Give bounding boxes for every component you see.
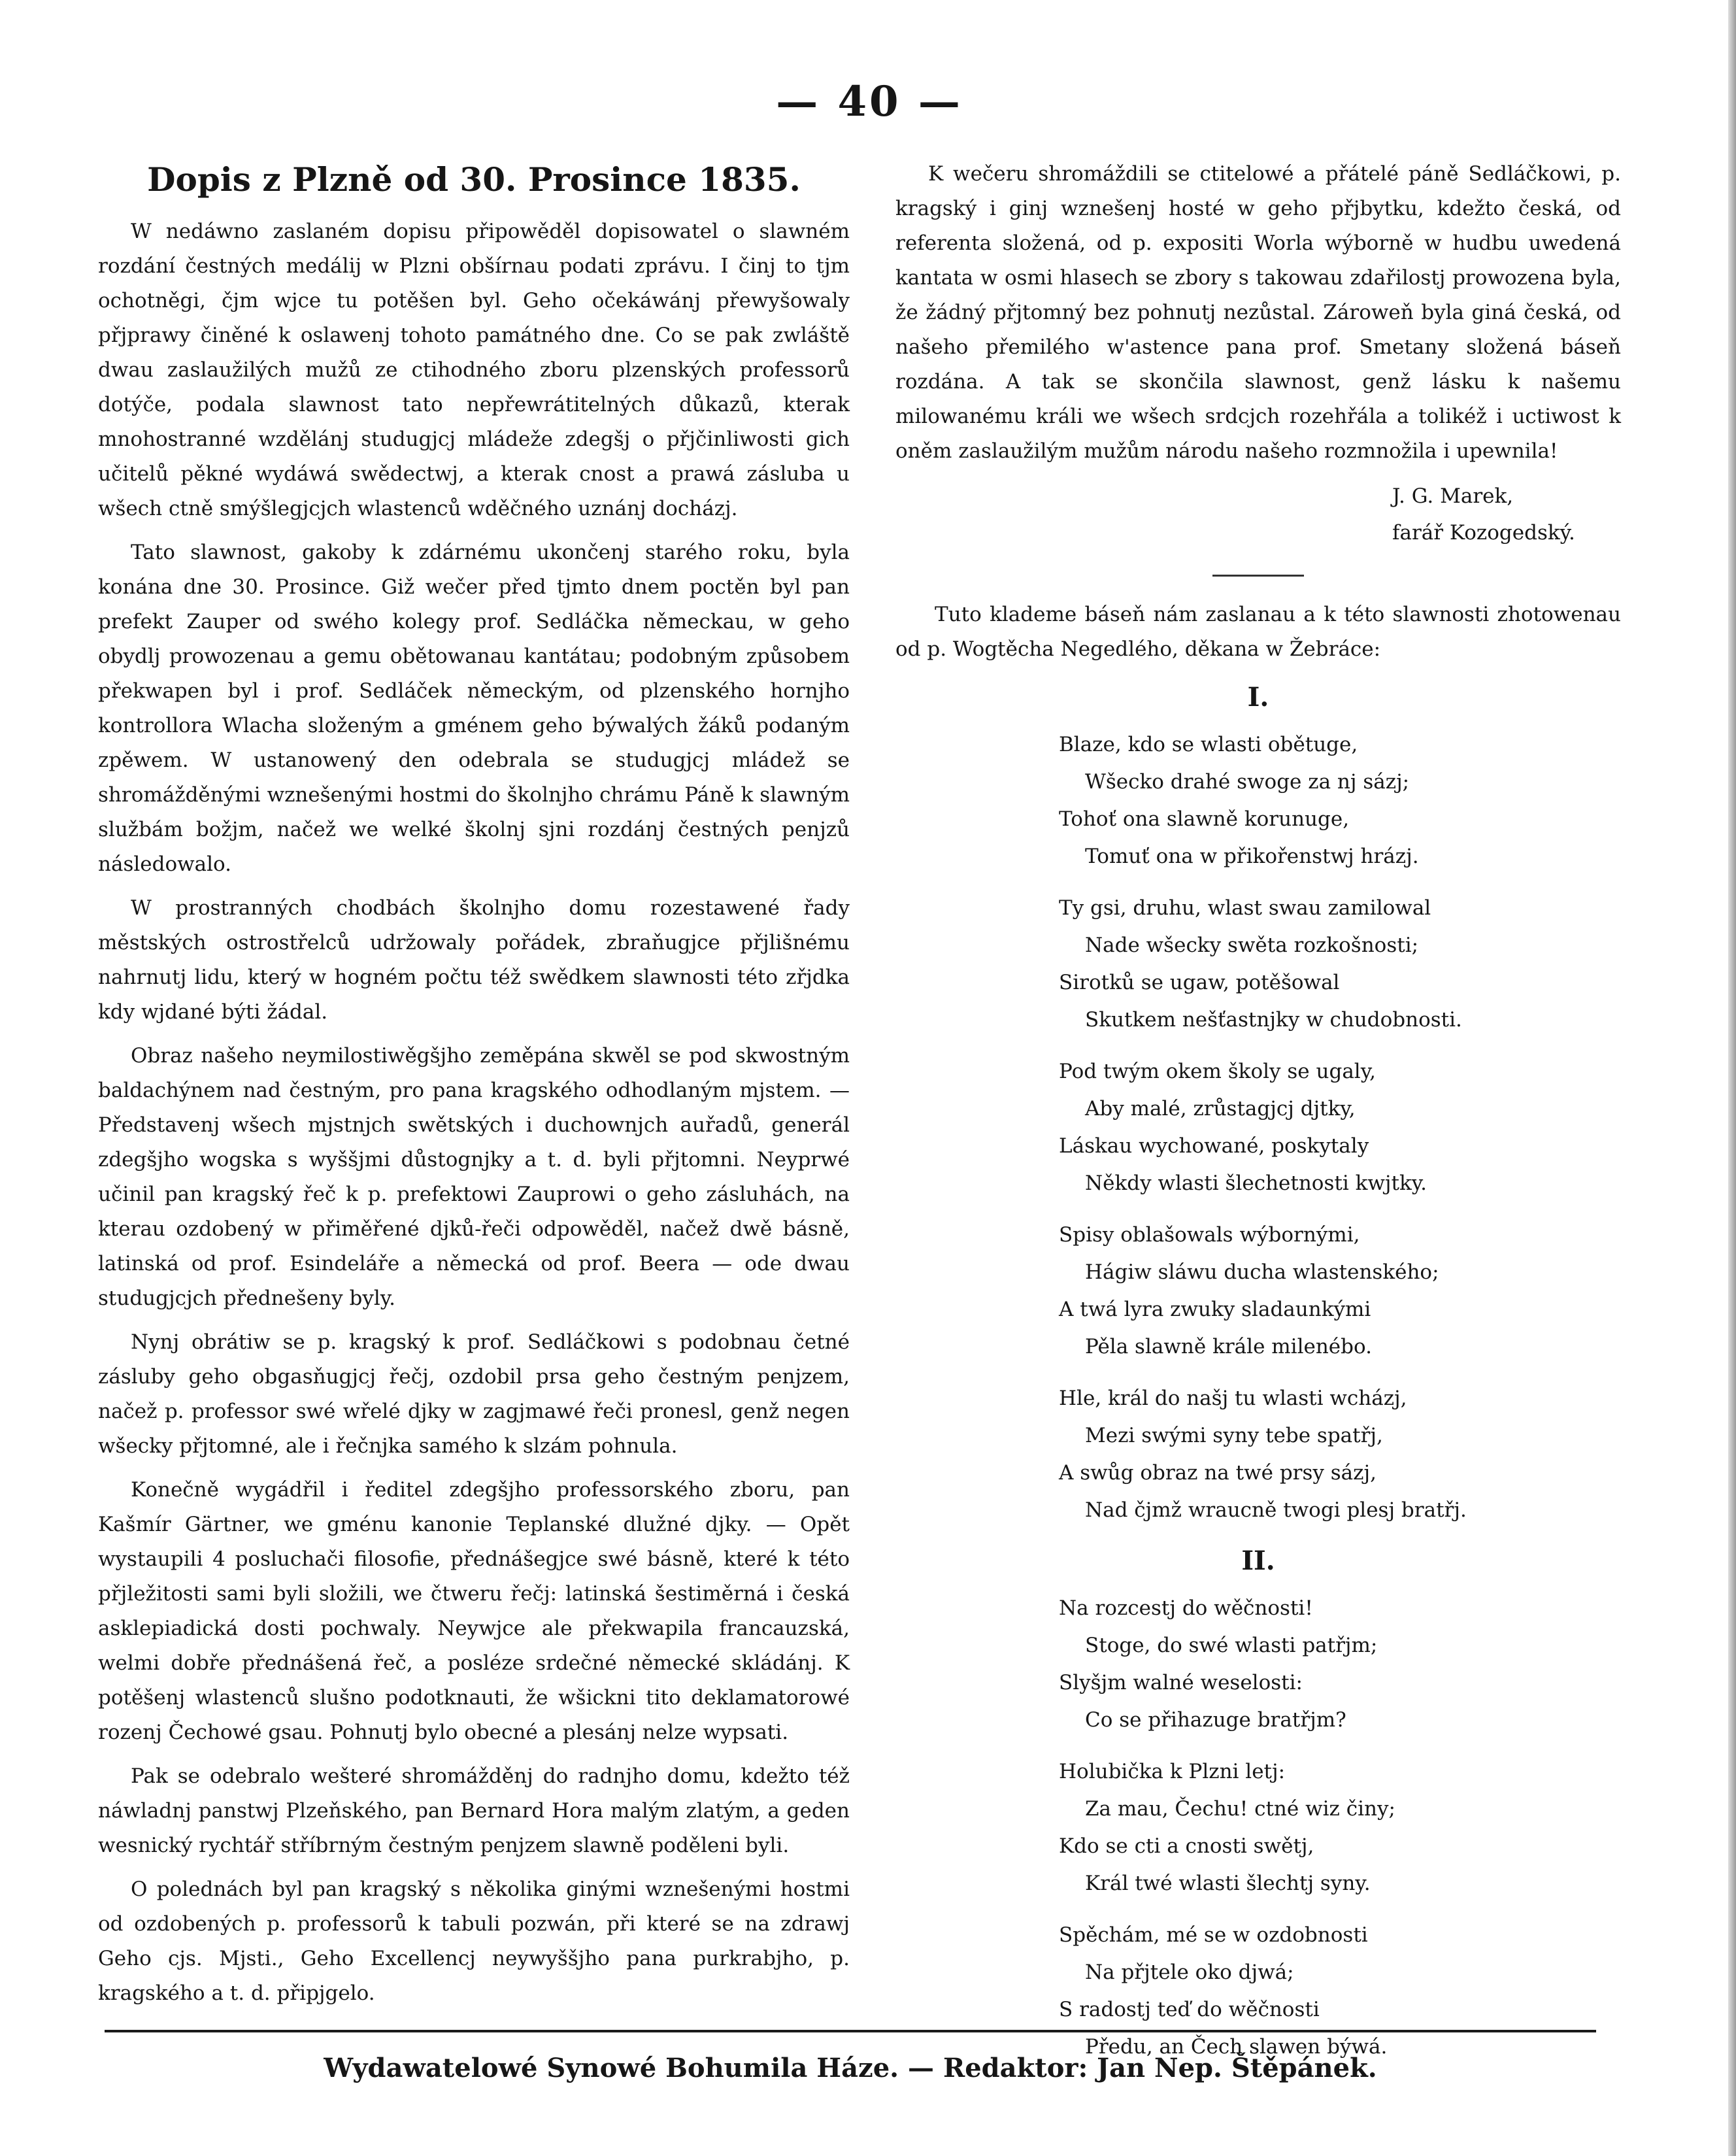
verse: Král twé wlasti šlechtj syny. bbox=[1085, 1872, 1371, 1895]
section-divider bbox=[1212, 575, 1304, 577]
page-edge bbox=[1728, 0, 1736, 2156]
verse: Na rozcestj do wěčnosti! bbox=[1059, 1596, 1313, 1620]
paragraph: O polednách byl pan kragský s několika ginými wznešenými hostmi od ozdobených p. professorů k tabuli pozwán, při které se na zdrawj Geho cjs. Mjsti., Geho Excellencj neywyššjho pana purkrabjho, p. kragského a t. d. připjgelo. bbox=[98, 1878, 850, 2005]
verse: Hle, král do našj tu wlasti wcházj, bbox=[1059, 1387, 1407, 1410]
paragraph: Obraz našeho neymilostiwěgšjho zeměpána skwěl se pod skwostným baldachýnem nad čestným, pro pana kragského odhodlaným mjstem. — Představenj wšech mjstnjch swětských i duchownjch auřadů, generál zdegšjho wogska s wyššjmi důstognjky a t. d. byli přjtomni. Neyprwé učinil pan kragský řeč k p. prefektowi Zauprowi o geho zásluhách, na kterau ozdobený w přiměřené djků-řeči odpowěděl, načež dwě básně, latinská od prof. Esindeláře a německá od prof. Beera — ode dwau studugjcjch přednešeny byly. bbox=[98, 1044, 850, 1310]
verse: Tomuť ona w přikořenstwj hrázj. bbox=[1085, 845, 1419, 868]
imprint-footer: Wydawatelowé Synowé Bohumila Háze. — Redaktor: Jan Nep. Štěpánek. bbox=[324, 2053, 1377, 2083]
poem-numeral: II. bbox=[1241, 1545, 1275, 1576]
paragraph: Tato slawnost, gakoby k zdárnému ukončenj starého roku, byla konána dne 30. Prosince. Giž wečer před tjmto dnem poctěn byl pan prefekt Zauper od swého kolegy prof. Sedláčka německau, w geho obydlj prowozenau a gemu obětowanau kantátau; podobným způsobem překwapen byl i prof. Sedláček německým, od plzenského hornjho kontrollora Wlacha složeným a gménem geho býwalých žáků podaným zpěwem. W ustanowený den odebrala se studugjcj mládež se shromážděnými wznešenými hostmi do školnjho chrámu Páně k slawným službám božjm, načež we welké školnj sjni rozdánj čestných penjzů následowalo. bbox=[98, 541, 850, 876]
verse: Spisy oblašowals wýbornými, bbox=[1059, 1223, 1360, 1247]
verse: Holubička k Plzni letj: bbox=[1059, 1760, 1286, 1783]
verse: A twá lyra zwuky sladaunkými bbox=[1059, 1298, 1371, 1321]
verse: Pod twým okem školy se ugaly, bbox=[1059, 1060, 1376, 1083]
stanza bbox=[1059, 1917, 1621, 2066]
verse: Pěla slawně krále milenébo. bbox=[1085, 1335, 1372, 1358]
stanza bbox=[1059, 1753, 1621, 1902]
footer-rule bbox=[105, 2030, 1596, 2032]
poem-numeral: I. bbox=[1247, 682, 1269, 713]
verse: Za mau, Čechu! ctné wiz činy; bbox=[1085, 1797, 1395, 1821]
stanza bbox=[1059, 1380, 1621, 1529]
stanza bbox=[1059, 1590, 1621, 1739]
left-column bbox=[98, 157, 850, 2020]
verse: Ty gsi, druhu, wlast swau zamilowal bbox=[1059, 896, 1431, 920]
verse: Kdo se cti a cnosti swětj, bbox=[1059, 1834, 1314, 1858]
paragraph: Pak se odebralo wešteré shromážděnj do radnjho domu, kdežto též náwladnj panstwj Plzeňského, pan Bernard Hora malým zlatým, a geden wesnický rychtář stříbrným čestným penjzem slawně poděleni byli. bbox=[98, 1764, 850, 1857]
verse: Wšecko drahé swoge za nj sázj; bbox=[1085, 770, 1410, 794]
verse: Láskau wychowané, poskytaly bbox=[1059, 1134, 1369, 1158]
verse: Skutkem nešťastnjky w chudobnosti. bbox=[1085, 1008, 1462, 1032]
verse: Tohoť ona slawně korunuge, bbox=[1059, 807, 1350, 831]
paragraph: W prostranných chodbách školnjho domu rozestawené řady městských ostrostřelců udržowaly pořádek, zbraňugjce přjlišnému nahrnutj lidu, který w hogném počtu též swědkem slawnosti této zřjdka kdy wjdané býti žádal. bbox=[98, 896, 850, 1024]
verse: Stoge, do swé wlasti patřjm; bbox=[1085, 1634, 1378, 1657]
stanza bbox=[1059, 1053, 1621, 1202]
verse: Co se přihazuge bratřjm? bbox=[1085, 1708, 1346, 1732]
stanza bbox=[1059, 890, 1621, 1039]
paragraph: Konečně wygádřil i ředitel zdegšjho professorského zboru, pan Kašmír Gärtner, we gménu kanonie Teplanské dlužné djky. — Opět wystaupili 4 posluchači filosofie, přednášegjce swé básně, které k této přjležitosti sami byli složili, we čtweru řečj: latinská šestiměrná i česká asklepiadická dosti pochwaly. Neywjce ale překwapila francauzská, welmi dobře přednášená řeč, a posléze srdečné německé skládánj. K potěšenj wlastenců slušno podotknauti, že wšickni tito deklamatorowé rozenj Čechowé gsau. Pohnutj bylo obecné a plesánj nelze wypsati. bbox=[98, 1478, 850, 1744]
verse: Slyšjm walné weselosti: bbox=[1059, 1671, 1303, 1694]
paragraph: Nynj obrátiw se p. kragský k prof. Sedláčkowi s podobnau četné zásluby geho obgasňugjcj řečj, ozdobil prsa geho čestným penjzem, načež p. professor swé wřelé djky w zagjmawé řeči pronesl, genž negen wšecky přjtomné, ale i řečnjka samého k slzám pohnula. bbox=[98, 1330, 850, 1458]
signature bbox=[895, 478, 1621, 551]
poem-intro: Tuto klademe báseň nám zaslanau a k této slawnosti zhotowenau od p. Wogtěcha Negedlého, děkana w Žebráce: bbox=[895, 603, 1621, 661]
paragraph: K wečeru shromáždili se ctitelowé a přátelé páně Sedláčkowi, p. kragský i ginj wznešenj hosté w geho přjbytku, kdežto česká, od referenta složená, od p. expositi Worla wýborně w hudbu uwedená kantata w osmi hlasech se zbory s takowau zdařilostj prowozena byla, že žádný přjtomný bez pohnutj nezůstal. Zároweň byla giná česká, od našeho přemilého w'astence pana prof. Smetany složená báseň rozdána. A tak se skončila slawnost, genž lásku k našemu milowanému králi we wšech srdcjch rozehřála a tolikéž i uctiwost k oněm zaslaužilým mužům národu našeho rozmnožila i upewnila! bbox=[895, 162, 1621, 463]
verse: S radostj teď do wěčnosti bbox=[1059, 1998, 1320, 2021]
verse: Někdy wlasti šlechetnosti kwjtky. bbox=[1085, 1171, 1427, 1195]
page-number: — 40 — bbox=[776, 77, 963, 126]
poem bbox=[895, 726, 1621, 1529]
verse: Mezi swými syny tebe spatřj, bbox=[1085, 1424, 1383, 1447]
verse: Blaze, kdo se wlasti obětuge, bbox=[1059, 733, 1358, 756]
verse: Nade wšecky swěta rozkošnosti; bbox=[1085, 934, 1419, 957]
signature-name: J. G. Marek, bbox=[1392, 484, 1514, 508]
poem bbox=[895, 1590, 1621, 2066]
verse: A swůg obraz na twé prsy sázj, bbox=[1059, 1461, 1377, 1485]
verse: Nad čjmž wraucně twogi plesj bratřj. bbox=[1085, 1498, 1467, 1522]
signature-title: farář Kozogedský. bbox=[1392, 521, 1575, 545]
stanza bbox=[1059, 1217, 1621, 1366]
verse: Hágiw sláwu ducha wlastenského; bbox=[1085, 1260, 1439, 1284]
verse: Předu, an Čech slawen býwá. bbox=[1085, 2035, 1388, 2059]
right-column bbox=[895, 157, 1621, 2080]
verse: Aby malé, zrůstagjcj djtky, bbox=[1085, 1097, 1356, 1120]
verse: Sirotků se ugaw, potěšowal bbox=[1059, 971, 1340, 994]
stanza bbox=[1059, 726, 1621, 875]
verse: Spěchám, mé se w ozdobnosti bbox=[1059, 1923, 1368, 1947]
paragraph: W nedáwno zaslaném dopisu připowěděl dopisowatel o slawném rozdání čestných medálij w Plzni obšírnau podati zprávu. I činj to tjm ochotněgi, čjm wjce tu potěšen byl. Geho očekáwánj přewyšowaly přjprawy činěné k oslawenj tohoto památného dne. Co se pak zwláště dwau zaslaužilých mužů ze ctihodného zboru plzenských professorů dotýče, podala slawnost tato nepřewrátitelných důkazů, kterak mnohostranné wzdělánj studugjcj mládeže zdegšj o přjčinliwosti gich učitelů pěkné wydáwá swědectwj, a kterak cnost a prawá zásluba u wšech ctně smýšlegjcjch wlastenců wděčného uznánj docházj. bbox=[98, 220, 850, 520]
verse: Na přjtele oko djwá; bbox=[1085, 1961, 1294, 1984]
article-title: Dopis z Plzně od 30. Prosince 1835. bbox=[147, 160, 801, 199]
